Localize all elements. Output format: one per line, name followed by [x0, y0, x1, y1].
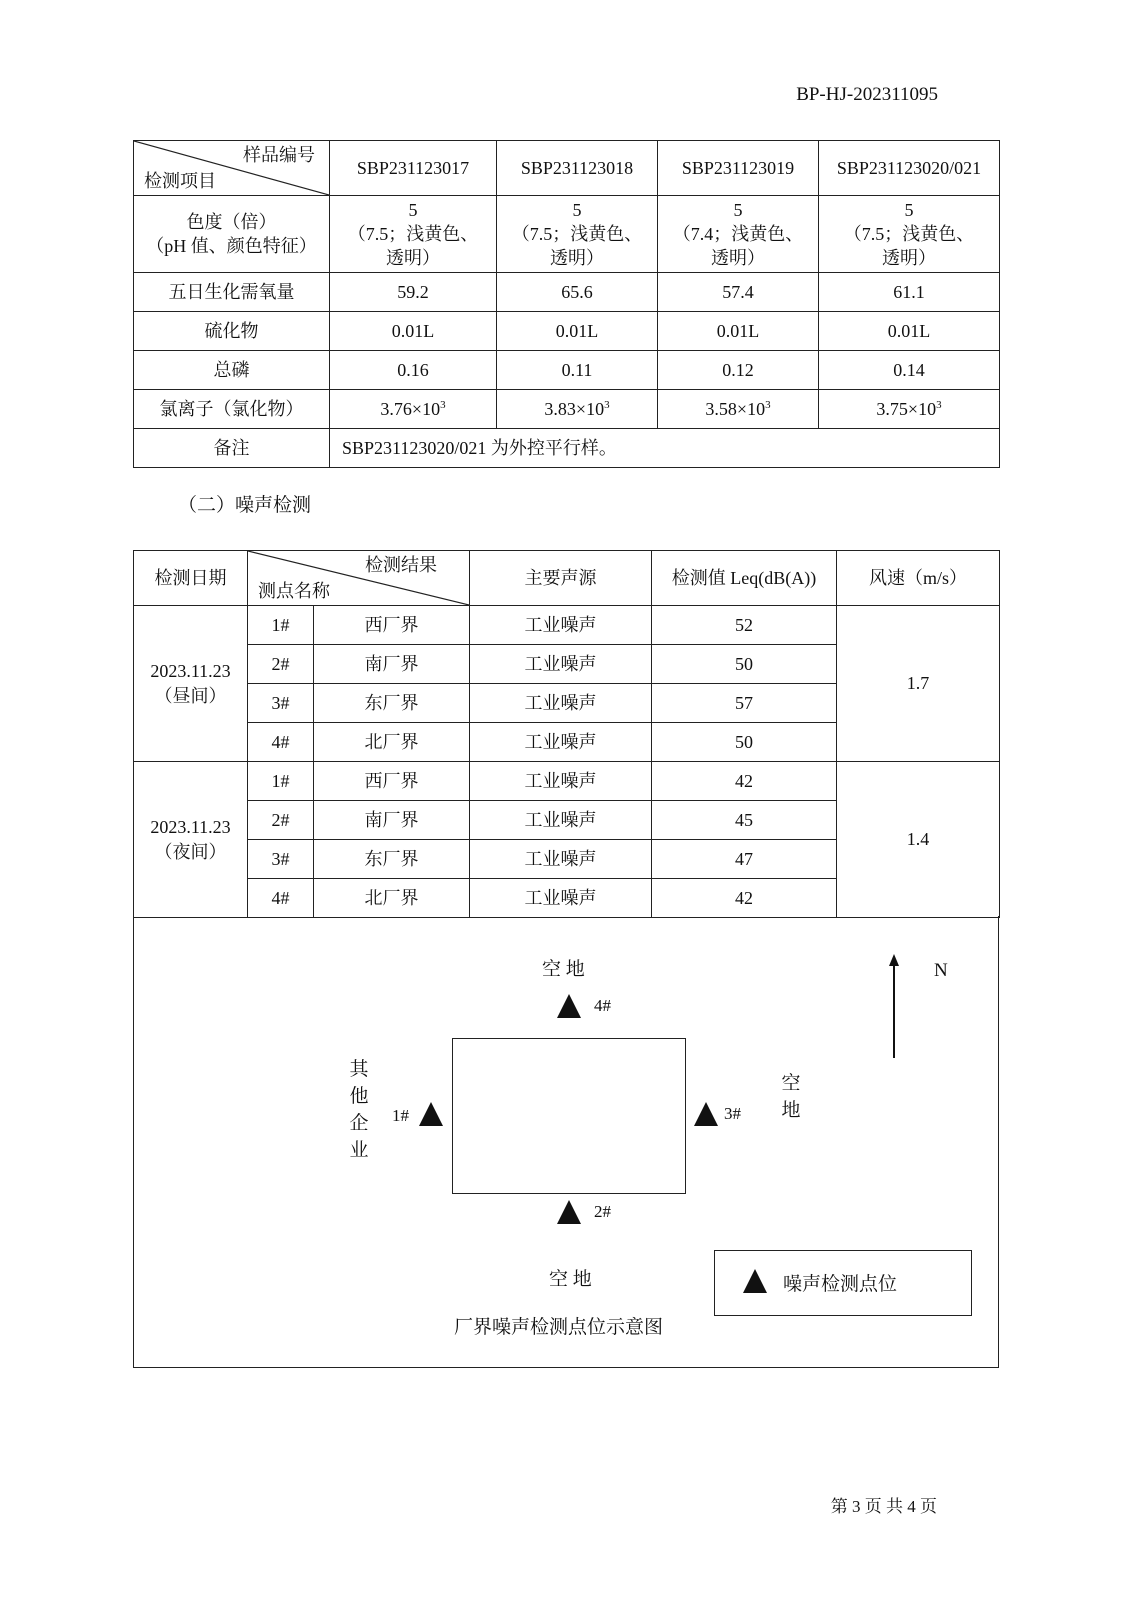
noise-section-title: （二）噪声检测: [178, 495, 312, 516]
noise-point-diagram: [133, 916, 999, 1368]
point-name: 北厂界: [314, 879, 470, 918]
value-cell: 61.1: [819, 273, 1000, 312]
value-cell: 59.2: [330, 273, 497, 312]
col-point-name-label: 测点名称: [258, 580, 330, 601]
period-text: （昼间）: [154, 685, 227, 706]
value-line: 透明）: [882, 248, 936, 269]
point-name: 东厂界: [314, 840, 470, 879]
west-char: 他: [349, 1086, 369, 1107]
north-arrow-icon: [884, 954, 904, 1058]
noise-value: 42: [652, 762, 837, 801]
item-label: 氯离子（氯化物）: [134, 390, 330, 429]
date-text: 2023.11.23: [150, 817, 231, 838]
east-char: 地: [781, 1100, 801, 1121]
point-name: 南厂界: [314, 801, 470, 840]
value-line: 5: [904, 199, 914, 220]
noise-value: 42: [652, 879, 837, 918]
document-number: BP-HJ-202311095: [796, 84, 938, 105]
plant-boundary: [452, 1038, 686, 1194]
col-result-diagonal-header: [248, 551, 470, 606]
point-id: 4#: [248, 723, 314, 762]
sample-id: SBP231123018: [497, 141, 658, 196]
point-name: 西厂界: [314, 606, 470, 645]
value-line: 5: [408, 199, 418, 220]
value-exponent: 3: [936, 398, 942, 411]
value-mantissa: 3.83×10: [544, 398, 605, 419]
value-cell: [497, 196, 658, 273]
item-label: 色度（倍）: [186, 211, 277, 232]
value-cell: [330, 196, 497, 273]
noise-source: 工业噪声: [470, 801, 652, 840]
item-label-sub: （pH 值、颜色特征）: [146, 236, 317, 256]
west-char: 业: [349, 1140, 369, 1161]
value-mantissa: 3.58×10: [705, 398, 766, 419]
value-cell: 0.01L: [497, 312, 658, 351]
value-cell: 0.12: [658, 351, 819, 390]
col-value-header: 检测值 Leq(dB(A)): [652, 551, 837, 606]
value-cell: 0.01L: [330, 312, 497, 351]
value-line: 5: [733, 199, 743, 220]
value-cell: 0.01L: [819, 312, 1000, 351]
point-id: 3#: [248, 684, 314, 723]
item-label: 总磷: [134, 351, 330, 390]
value-line: 透明）: [386, 248, 440, 269]
noise-table: [133, 550, 1000, 918]
legend-label: 噪声检测点位: [783, 1274, 898, 1295]
value-line: 透明）: [550, 248, 604, 269]
point-id: 3#: [248, 840, 314, 879]
noise-value: 47: [652, 840, 837, 879]
sample-id: SBP231123020/021: [819, 141, 1000, 196]
point-id: 2#: [248, 801, 314, 840]
point-3-label: 3#: [724, 1104, 741, 1123]
date-cell: [134, 606, 248, 762]
value-line: 5: [572, 199, 582, 220]
wind-speed: 1.4: [837, 762, 1000, 918]
measure-point-4-icon: [557, 994, 581, 1018]
point-2-label: 2#: [594, 1202, 611, 1221]
sample-id: SBP231123019: [658, 141, 819, 196]
noise-source: 工业噪声: [470, 606, 652, 645]
value-cell: [658, 390, 819, 429]
west-char: 其: [349, 1059, 369, 1080]
value-line: （7.5；浅黄色、: [843, 223, 975, 244]
col-date-header: 检测日期: [134, 551, 248, 606]
legend-triangle-icon: [743, 1269, 767, 1293]
measure-point-1-icon: [419, 1102, 443, 1126]
diagram-caption: 厂界噪声检测点位示意图: [454, 1317, 664, 1338]
north-label: N: [934, 960, 948, 981]
page-footer: 第 3 页 共 4 页: [830, 1497, 937, 1516]
value-exponent: 3: [765, 398, 771, 411]
value-cell: 0.16: [330, 351, 497, 390]
value-line: （7.5；浅黄色、: [511, 223, 643, 244]
noise-value: 45: [652, 801, 837, 840]
noise-source: 工业噪声: [470, 879, 652, 918]
north-area-label: 空 地: [542, 959, 585, 980]
item-label: 五日生化需氧量: [134, 273, 330, 312]
measure-point-3-icon: [694, 1102, 718, 1126]
point-4-label: 4#: [594, 996, 611, 1015]
value-cell: [497, 390, 658, 429]
date-cell: [134, 762, 248, 918]
point-id: 4#: [248, 879, 314, 918]
col-source-header: 主要声源: [470, 551, 652, 606]
col-wind-header: 风速（m/s）: [837, 551, 1000, 606]
value-exponent: 3: [440, 398, 446, 411]
point-id: 1#: [248, 606, 314, 645]
noise-source: 工业噪声: [470, 840, 652, 879]
value-cell: 57.4: [658, 273, 819, 312]
header-sample-id-label: 样品编号: [243, 145, 315, 165]
west-area-label: [348, 1056, 370, 1164]
south-area-label: 空 地: [549, 1269, 592, 1290]
point-id: 1#: [248, 762, 314, 801]
noise-source: 工业噪声: [470, 723, 652, 762]
value-cell: 65.6: [497, 273, 658, 312]
date-text: 2023.11.23: [150, 661, 231, 682]
col-result-label: 检测结果: [365, 555, 437, 575]
remark-label: 备注: [134, 429, 330, 468]
noise-source: 工业噪声: [470, 645, 652, 684]
east-char: 空: [781, 1073, 801, 1094]
value-mantissa: 3.76×10: [380, 398, 441, 419]
noise-source: 工业噪声: [470, 684, 652, 723]
value-mantissa: 3.75×10: [876, 398, 937, 419]
period-text: （夜间）: [154, 841, 227, 862]
water-quality-table: [133, 140, 1000, 468]
point-id: 2#: [248, 645, 314, 684]
point-name: 西厂界: [314, 762, 470, 801]
sample-id: SBP231123017: [330, 141, 497, 196]
noise-source: 工业噪声: [470, 762, 652, 801]
item-label: 硫化物: [134, 312, 330, 351]
noise-value: 52: [652, 606, 837, 645]
legend-box: [714, 1250, 972, 1316]
value-cell: [330, 390, 497, 429]
noise-value: 50: [652, 723, 837, 762]
wind-speed: 1.7: [837, 606, 1000, 762]
value-cell: [819, 390, 1000, 429]
west-char: 企: [349, 1113, 369, 1134]
east-area-label: [780, 1070, 802, 1124]
value-line: （7.5；浅黄色、: [347, 223, 479, 244]
value-line: 透明）: [711, 248, 765, 269]
item-color: [134, 196, 330, 273]
value-line: （7.4；浅黄色、: [672, 223, 804, 244]
noise-value: 50: [652, 645, 837, 684]
point-name: 北厂界: [314, 723, 470, 762]
point-1-label: 1#: [392, 1106, 409, 1125]
header-test-item-label: 检测项目: [144, 170, 216, 191]
value-exponent: 3: [604, 398, 610, 411]
noise-value: 57: [652, 684, 837, 723]
value-cell: 0.14: [819, 351, 1000, 390]
value-cell: [658, 196, 819, 273]
value-cell: [819, 196, 1000, 273]
value-cell: 0.01L: [658, 312, 819, 351]
value-cell: 0.11: [497, 351, 658, 390]
remark-text: SBP231123020/021 为外控平行样。: [330, 429, 1000, 468]
point-name: 东厂界: [314, 684, 470, 723]
measure-point-2-icon: [557, 1200, 581, 1224]
point-name: 南厂界: [314, 645, 470, 684]
header-diagonal-cell: [134, 141, 330, 196]
